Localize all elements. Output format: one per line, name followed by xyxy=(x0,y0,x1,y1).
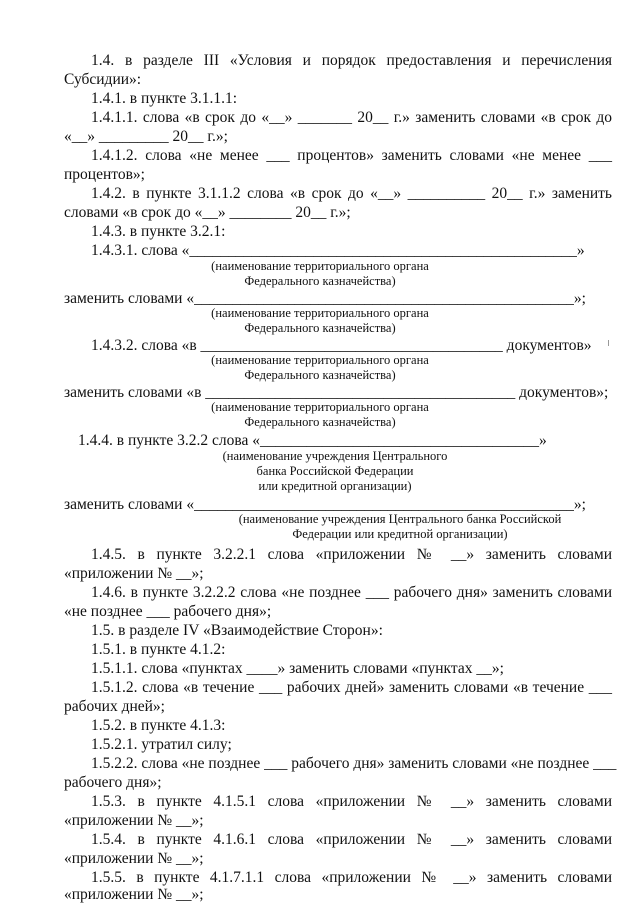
text-line: процентов»; xyxy=(64,166,145,183)
text-line: 1.5.2.1. утратил силу; xyxy=(91,736,232,753)
footnote-caption: (наименование территориального органа xyxy=(211,306,429,320)
text-line: 1.4.6. в пункте 3.2.2.2 слова «не позднее ___ рабочего дня» заменить словами xyxy=(91,584,612,601)
footnote-caption: Федерации или кредитной организации) xyxy=(292,527,508,541)
text-line: 1.5.4. в пункте 4.1.6.1 слова «приложении № __» заменить словами xyxy=(91,831,612,848)
text-line: «приложении № __»; xyxy=(64,850,204,867)
text-line: 1.5. в разделе IV «Взаимодействие Сторон»: xyxy=(91,622,383,639)
footnote-caption: или кредитной организации) xyxy=(258,479,412,493)
text-line: 1.5.3. в пункте 4.1.5.1 слова «приложении № __» заменить словами xyxy=(91,793,612,810)
footnote-caption: (наименование территориального органа xyxy=(211,259,429,273)
text-line: заменить словами «_________________________________________________»; xyxy=(64,496,586,513)
text-line: 1.5.1. в пункте 4.1.2: xyxy=(91,641,226,658)
text-line: Субсидии»: xyxy=(64,71,142,88)
text-line: 1.4.3.1. слова «__________________________________________________» xyxy=(91,242,585,259)
text-line: словами «в срок до «__» ________ 20__ г.»; xyxy=(64,204,351,221)
text-line: 1.4.1.2. слова «не менее ___ процентов» заменить словами «не менее ___ xyxy=(91,147,612,164)
text-line: рабочего дня»; xyxy=(64,774,162,791)
text-line: рабочих дней»; xyxy=(64,698,165,715)
text-line: заменить словами «в ________________________________________ документов»; xyxy=(64,384,609,401)
footnote-caption: (наименование территориального органа xyxy=(211,353,429,367)
text-line: «приложении № __»; xyxy=(64,812,204,829)
text-line: 1.4.5. в пункте 3.2.2.1 слова «приложении № __» заменить словами xyxy=(91,546,612,563)
footnote-caption: банка Российской Федерации xyxy=(256,464,414,478)
footnote-caption: (наименование учреждения Центрального банка Российской xyxy=(238,512,562,526)
text-line: 1.5.2.2. слова «не позднее ___ рабочего дня» заменить словами «не позднее ___ xyxy=(91,755,617,772)
footnote-caption: Федерального казначейства) xyxy=(244,368,396,382)
text-line: 1.4. в разделе III «Условия и порядок предоставления и перечисления xyxy=(91,52,612,69)
footnote-caption: (наименование учреждения Центрального xyxy=(222,449,448,463)
text-line: 1.4.3.2. слова «в _______________________________________ документов» xyxy=(91,337,592,354)
text-line: 1.5.1.2. слова «в течение ___ рабочих дней» заменить словами «в течение ___ xyxy=(91,679,612,696)
footnote-caption: Федерального казначейства) xyxy=(244,274,396,288)
footnote-caption: (наименование территориального органа xyxy=(211,400,429,414)
text-line: «приложении № __»; xyxy=(64,565,204,582)
text-line: «приложении № __»; xyxy=(64,886,204,903)
text-line: 1.5.2. в пункте 4.1.3: xyxy=(91,717,226,734)
text-line: «__» _________ 20__ г.»; xyxy=(64,128,228,145)
text-line: «не позднее ___ рабочего дня»; xyxy=(64,603,272,620)
text-line: 1.4.1.1. слова «в срок до «__» _______ 20__ г.» заменить словами «в срок до xyxy=(91,109,612,126)
text-line: 1.5.1.1. слова «пунктах ____» заменить словами «пунктах __»; xyxy=(91,660,504,677)
text-line: 1.4.4. в пункте 3.2.2 слова «____________________________________» xyxy=(78,432,547,449)
scan-mark xyxy=(608,340,609,346)
text-line: 1.4.1. в пункте 3.1.1.1: xyxy=(91,90,238,107)
footnote-caption: Федерального казначейства) xyxy=(244,415,396,429)
text-line: заменить словами «_________________________________________________»; xyxy=(64,290,586,307)
text-line: 1.4.3. в пункте 3.2.1: xyxy=(91,223,226,240)
footnote-caption: Федерального казначейства) xyxy=(244,321,396,335)
text-line: 1.5.5. в пункте 4.1.7.1.1 слова «приложении № __» заменить словами xyxy=(91,869,612,886)
text-line: 1.4.2. в пункте 3.1.1.2 слова «в срок до «__» __________ 20__ г.» заменить xyxy=(91,185,612,202)
